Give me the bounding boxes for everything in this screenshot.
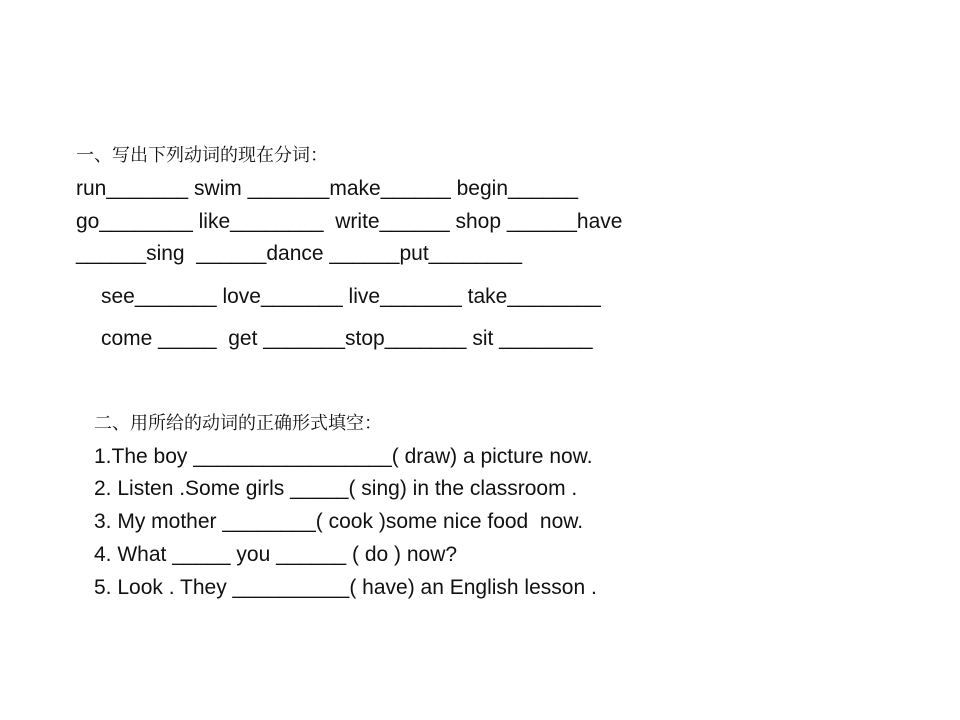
section-2-heading: 二、用所给的动词的正确形式填空：: [94, 413, 382, 434]
section-2-item-3: 3. My mother ________( cook )some nice food now.: [94, 510, 584, 533]
section-2-item-4: 4. What _____ you ______ ( do ) now?: [94, 543, 458, 566]
section-1-line-5: come _____ get _______stop_______ sit ________: [101, 327, 593, 350]
section-1-line-4: see_______ love_______ live_______ take________: [101, 285, 601, 308]
section-1-heading: 一、写出下列动词的现在分词：: [76, 145, 328, 166]
section-1-line-1: run_______ swim _______make______ begin______: [76, 177, 579, 200]
section-1-line-3: ______sing ______dance ______put________: [76, 242, 523, 265]
section-2-item-5: 5. Look . They __________( have) an English lesson .: [94, 576, 597, 599]
section-1-line-2: go________ like________ write______ shop ______have: [76, 210, 623, 233]
section-2-item-2: 2. Listen .Some girls _____( sing) in the classroom .: [94, 477, 578, 500]
section-2-item-1: 1.The boy _________________( draw) a picture now.: [94, 445, 593, 468]
